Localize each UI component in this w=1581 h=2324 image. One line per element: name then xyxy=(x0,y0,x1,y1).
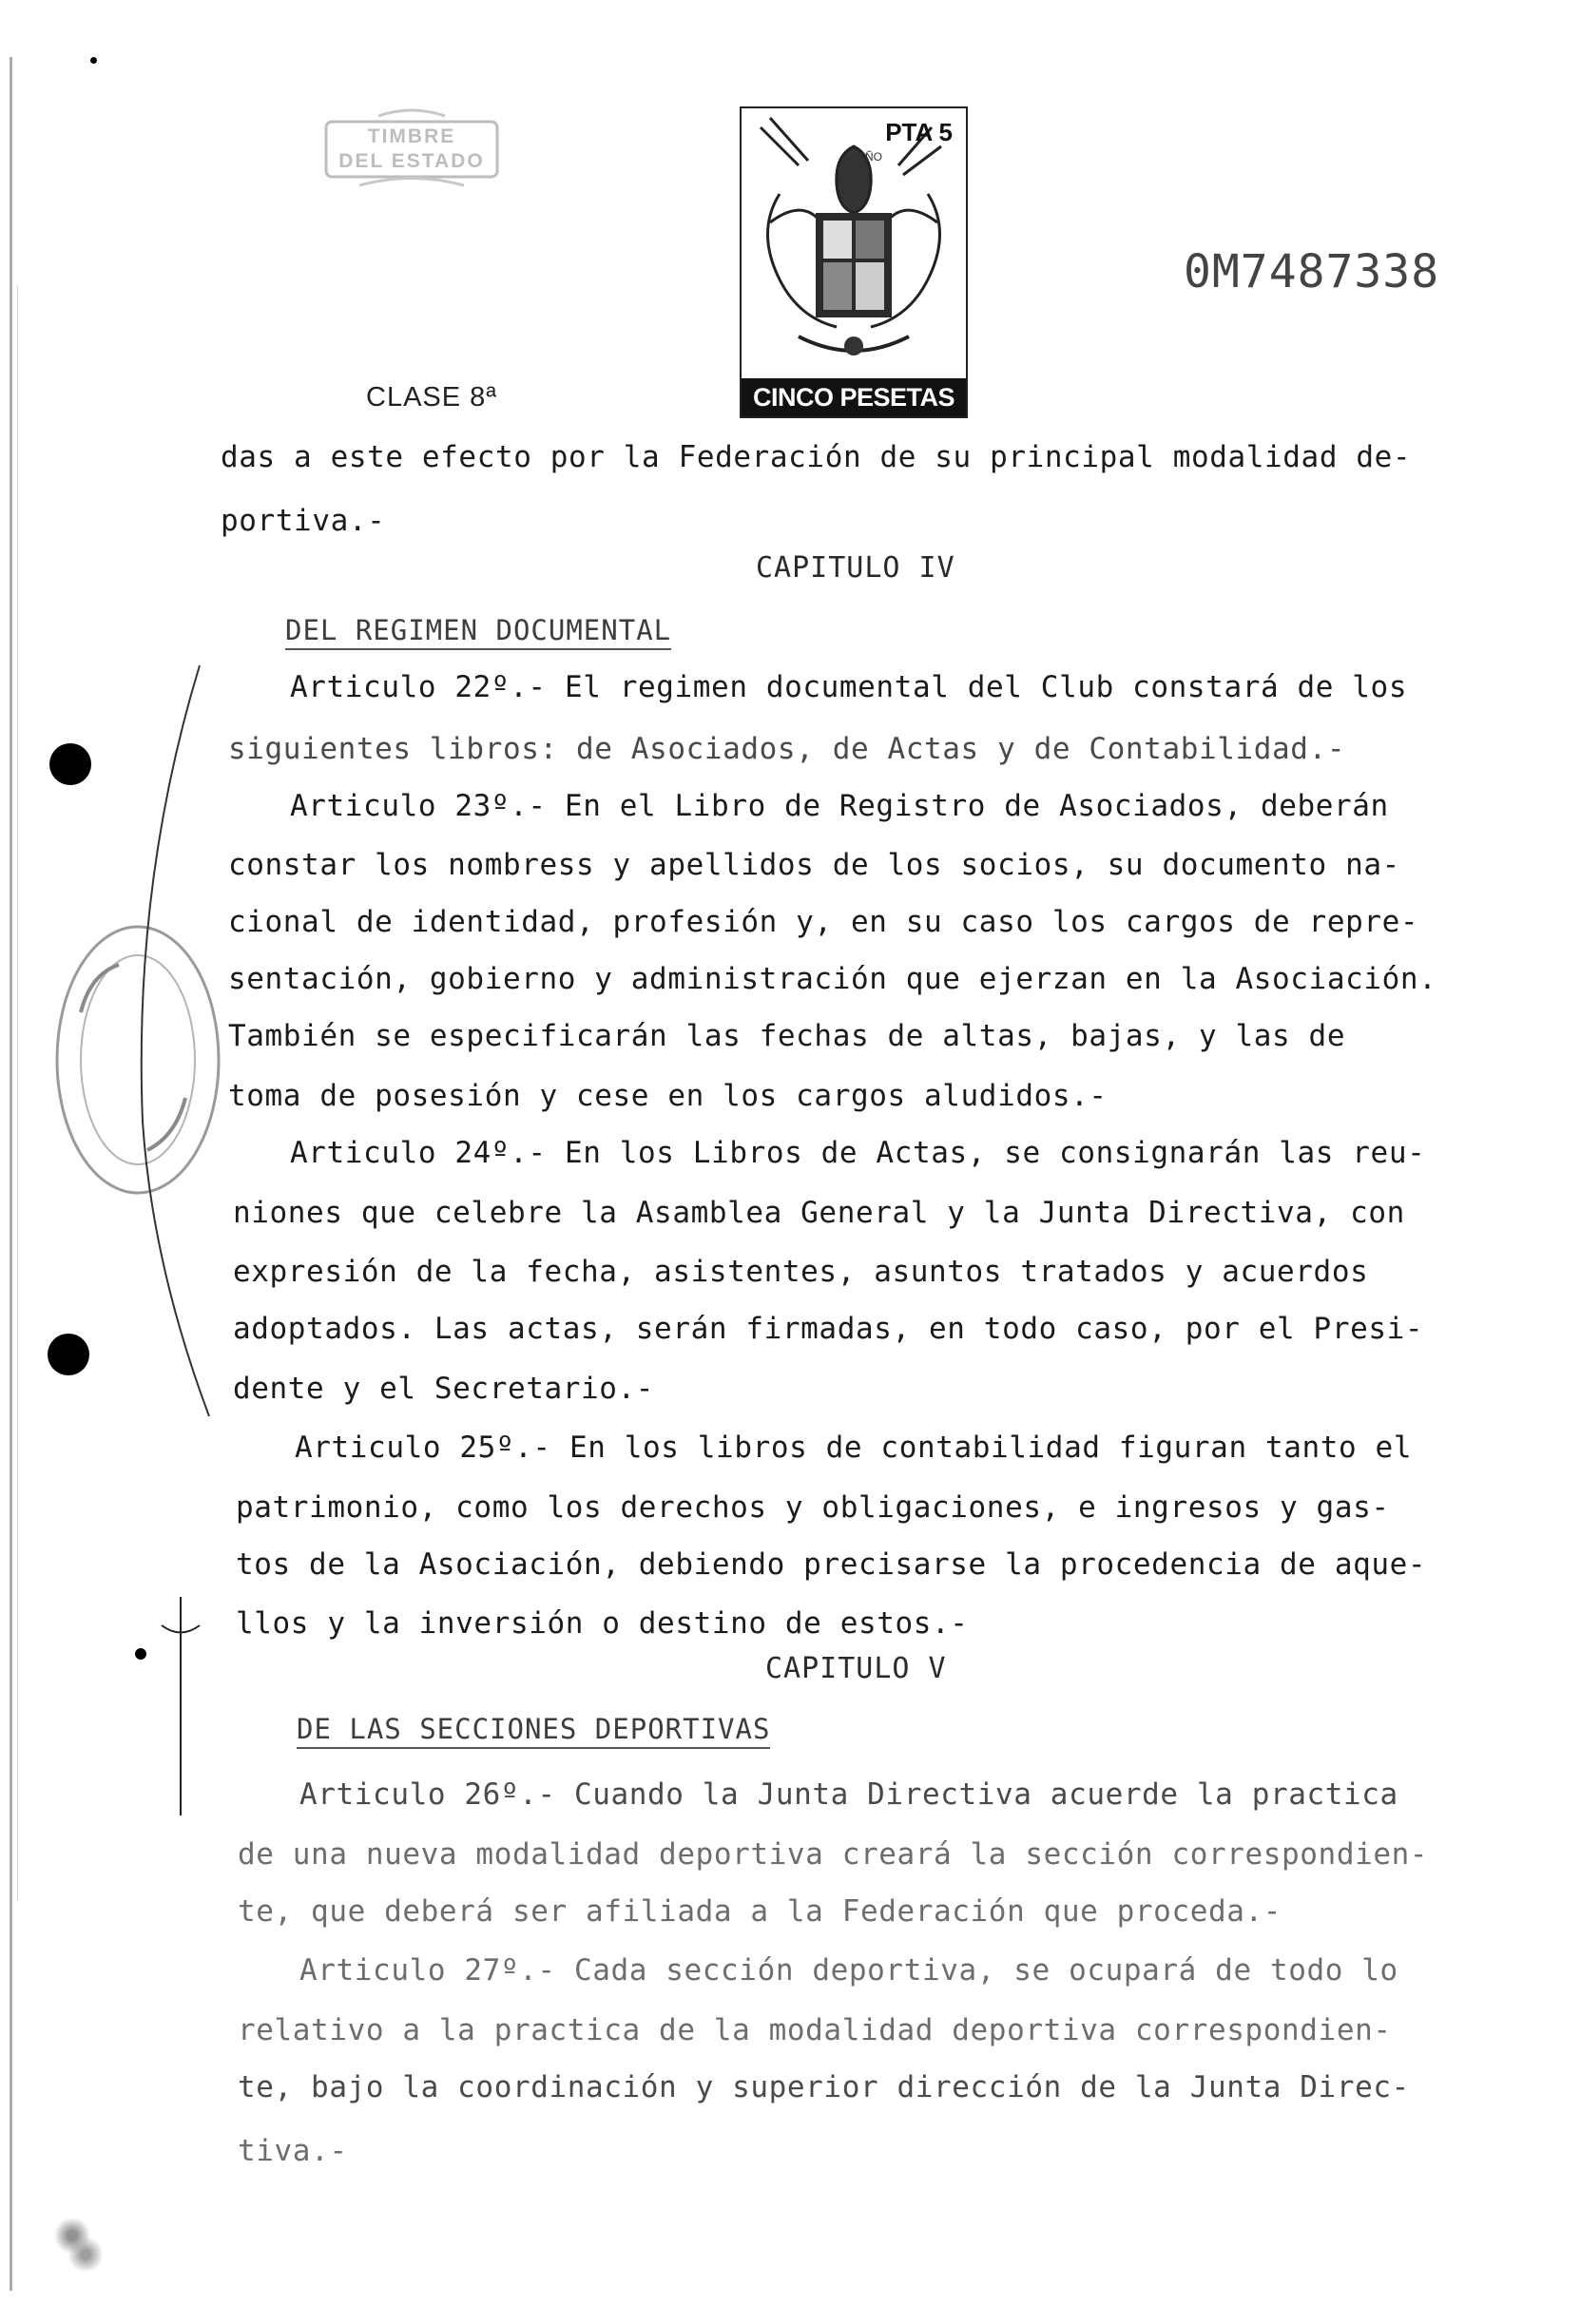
text-line: Articulo 27º.- Cada sección deportiva, se ocupará de todo lo xyxy=(299,1953,1398,1988)
text-line: tiva.- xyxy=(238,2134,348,2168)
text-line: siguientes libros: de Asociados, de Actas y de Contabilidad.- xyxy=(228,732,1346,766)
emboss-line-1: TIMBRE xyxy=(367,125,456,147)
stamp-value: PTA 5 xyxy=(885,118,953,146)
chapter-iv-title: CAPITULO IV xyxy=(756,551,955,585)
text-line: llos y la inversión o destino de estos.- xyxy=(236,1606,969,1641)
text-line: Articulo 24º.- En los Libros de Actas, se consignarán las reu- xyxy=(290,1136,1426,1170)
text-line: niones que celebre la Asamblea General y la Junta Directiva, con xyxy=(233,1196,1405,1230)
ink-dot-small xyxy=(90,57,97,64)
ink-smudge xyxy=(46,2205,112,2281)
coat-of-arms-icon xyxy=(742,108,966,378)
text-line: dente y el Secretario.- xyxy=(233,1372,655,1406)
text-line: te, bajo la coordinación y superior dirección de la Junta Direc- xyxy=(238,2070,1410,2104)
class-label: CLASE 8ª xyxy=(366,382,498,413)
punch-hole-bottom xyxy=(48,1334,89,1375)
serial-number: 0M7487338 xyxy=(1184,245,1440,298)
text-line: También se especificarán las fechas de altas, bajas, y las de xyxy=(228,1019,1346,1053)
text-line: Articulo 22º.- El regimen documental del Club constará de los xyxy=(290,670,1408,704)
text-line: sentación, gobierno y administración que ejerzan en la Asociación. xyxy=(228,962,1437,996)
stamp-year: AÑO xyxy=(857,150,882,163)
chapter-iv-subtitle: DEL REGIMEN DOCUMENTAL xyxy=(285,614,671,650)
text-line: constar los nombress y apellidos de los socios, su documento na- xyxy=(228,848,1400,882)
text-line: toma de posesión y cese en los cargos aludidos.- xyxy=(228,1079,1108,1113)
text-line: adoptados. Las actas, serán firmadas, en todo caso, por el Presi- xyxy=(233,1312,1424,1346)
text-line: Articulo 25º.- En los libros de contabilidad figuran tanto el xyxy=(295,1431,1413,1465)
text-line: te, que deberá ser afiliada a la Federación que proceda.- xyxy=(238,1894,1282,1929)
ink-dot xyxy=(135,1648,146,1660)
revenue-stamp xyxy=(740,106,968,418)
text-line: cional de identidad, profesión y, en su caso los cargos de repre- xyxy=(228,905,1419,939)
chapter-v-title: CAPITULO V xyxy=(765,1652,947,1685)
text-line: de una nueva modalidad deportiva creará la sección correspondien- xyxy=(238,1837,1429,1872)
text-line: Articulo 26º.- Cuando la Junta Directiva acuerde la practica xyxy=(299,1777,1398,1812)
text-line: expresión de la fecha, asistentes, asuntos tratados y acuerdos xyxy=(233,1255,1369,1289)
text-line: patrimonio, como los derechos y obligaciones, e ingresos y gas- xyxy=(236,1490,1390,1525)
margin-mark-icon xyxy=(152,1597,209,1825)
text-line: tos de la Asociación, debiendo precisarse la procedencia de aque- xyxy=(236,1547,1427,1582)
text-line: das a este efecto por la Federación de su principal modalidad de- xyxy=(221,440,1412,474)
emboss-line-2: DEL ESTADO xyxy=(338,150,485,172)
stamp-denomination: CINCO PESETAS xyxy=(742,378,966,416)
embossed-revenue-mark xyxy=(321,105,502,195)
text-line: relativo a la practica de la modalidad deportiva correspondien- xyxy=(238,2013,1392,2047)
page-edge xyxy=(10,57,12,2291)
page-edge-inner xyxy=(17,285,18,1901)
chapter-v-subtitle: DE LAS SECCIONES DEPORTIVAS xyxy=(297,1713,770,1749)
punch-hole-top xyxy=(49,743,91,785)
text-line: Articulo 23º.- En el Libro de Registro de Asociados, deberán xyxy=(290,789,1389,823)
text-line: portiva.- xyxy=(221,504,386,538)
